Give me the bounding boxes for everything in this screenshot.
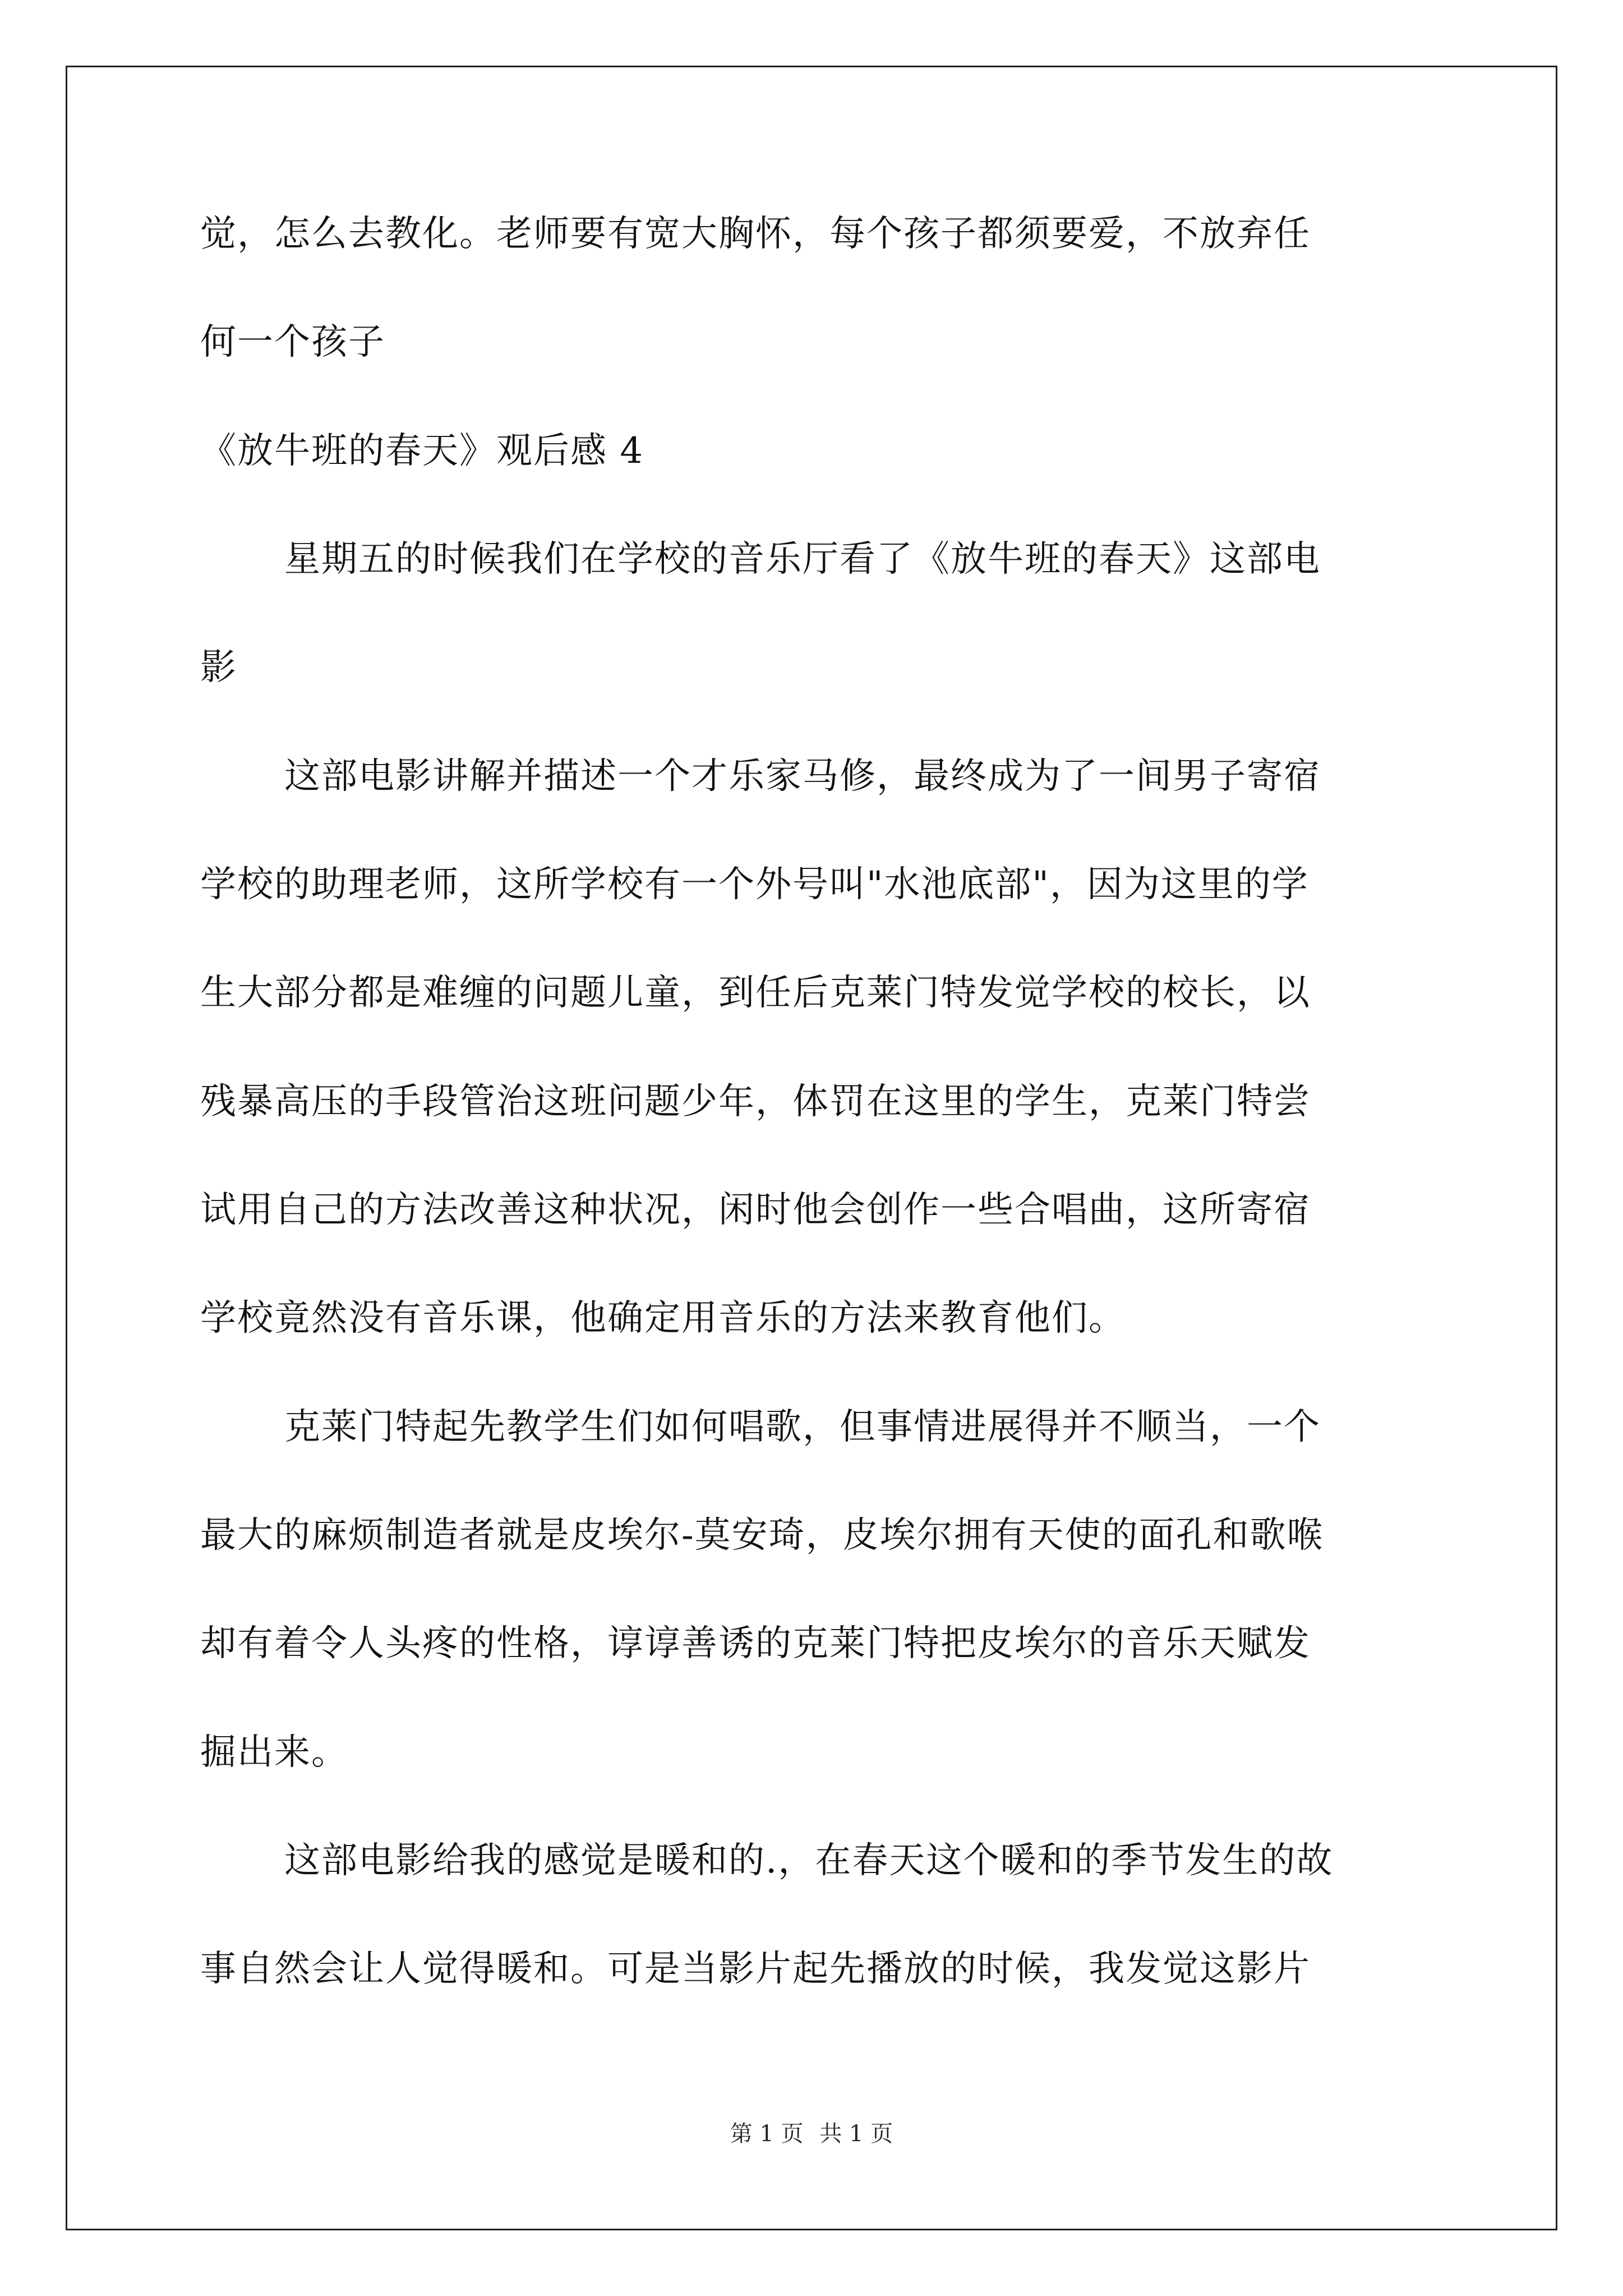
text-line: 掘出来。 (200, 1732, 348, 1773)
page-footer (0, 2122, 1623, 2146)
text-line: 残暴高压的手段管治这班问题少年，体罚在这里的学生，克莱门特尝 (200, 1081, 1311, 1122)
section-title: 《放牛班的春天》观后感 4 (200, 430, 644, 472)
text-line: 这部电影给我的感觉是暖和的.，在春天这个暖和的季节发生的故 (284, 1840, 1334, 1881)
page-number-current: 第 1 页 (730, 2121, 804, 2147)
text-line: 学校的助理老师，这所学校有一个外号叫"水池底部"，因为这里的学 (200, 864, 1309, 905)
text-line: 这部电影讲解并描述一个才乐家马修，最终成为了一间男子寄宿 (284, 756, 1321, 797)
text-line: 觉，怎么去教化。老师要有宽大胸怀，每个孩子都须要爱，不放弃任 (200, 213, 1311, 255)
text-line: 生大部分都是难缠的问题儿童，到任后克莱门特发觉学校的校长，以 (200, 972, 1311, 1014)
text-line: 星期五的时候我们在学校的音乐厅看了《放牛班的春天》这部电 (284, 539, 1321, 580)
text-line: 最大的麻烦制造者就是皮埃尔-莫安琦，皮埃尔拥有天使的面孔和歌喉 (200, 1515, 1324, 1556)
text-line: 试用自己的方法改善这种状况，闲时他会创作一些合唱曲，这所寄宿 (200, 1189, 1311, 1231)
text-line: 学校竟然没有音乐课，他确定用音乐的方法来教育他们。 (200, 1297, 1126, 1339)
text-line: 克莱门特起先教学生们如何唱歌，但事情进展得并不顺当，一个 (284, 1406, 1321, 1448)
page-border (66, 66, 1557, 2230)
text-line: 影 (200, 647, 237, 688)
text-line: 事自然会让人觉得暖和。可是当影片起先播放的时候，我发觉这影片 (200, 1948, 1311, 1990)
text-line: 却有着令人头疼的性格，谆谆善诱的克莱门特把皮埃尔的音乐天赋发 (200, 1623, 1311, 1664)
page-number-total: 共 1 页 (819, 2121, 893, 2147)
text-line: 何一个孩子 (200, 321, 385, 363)
